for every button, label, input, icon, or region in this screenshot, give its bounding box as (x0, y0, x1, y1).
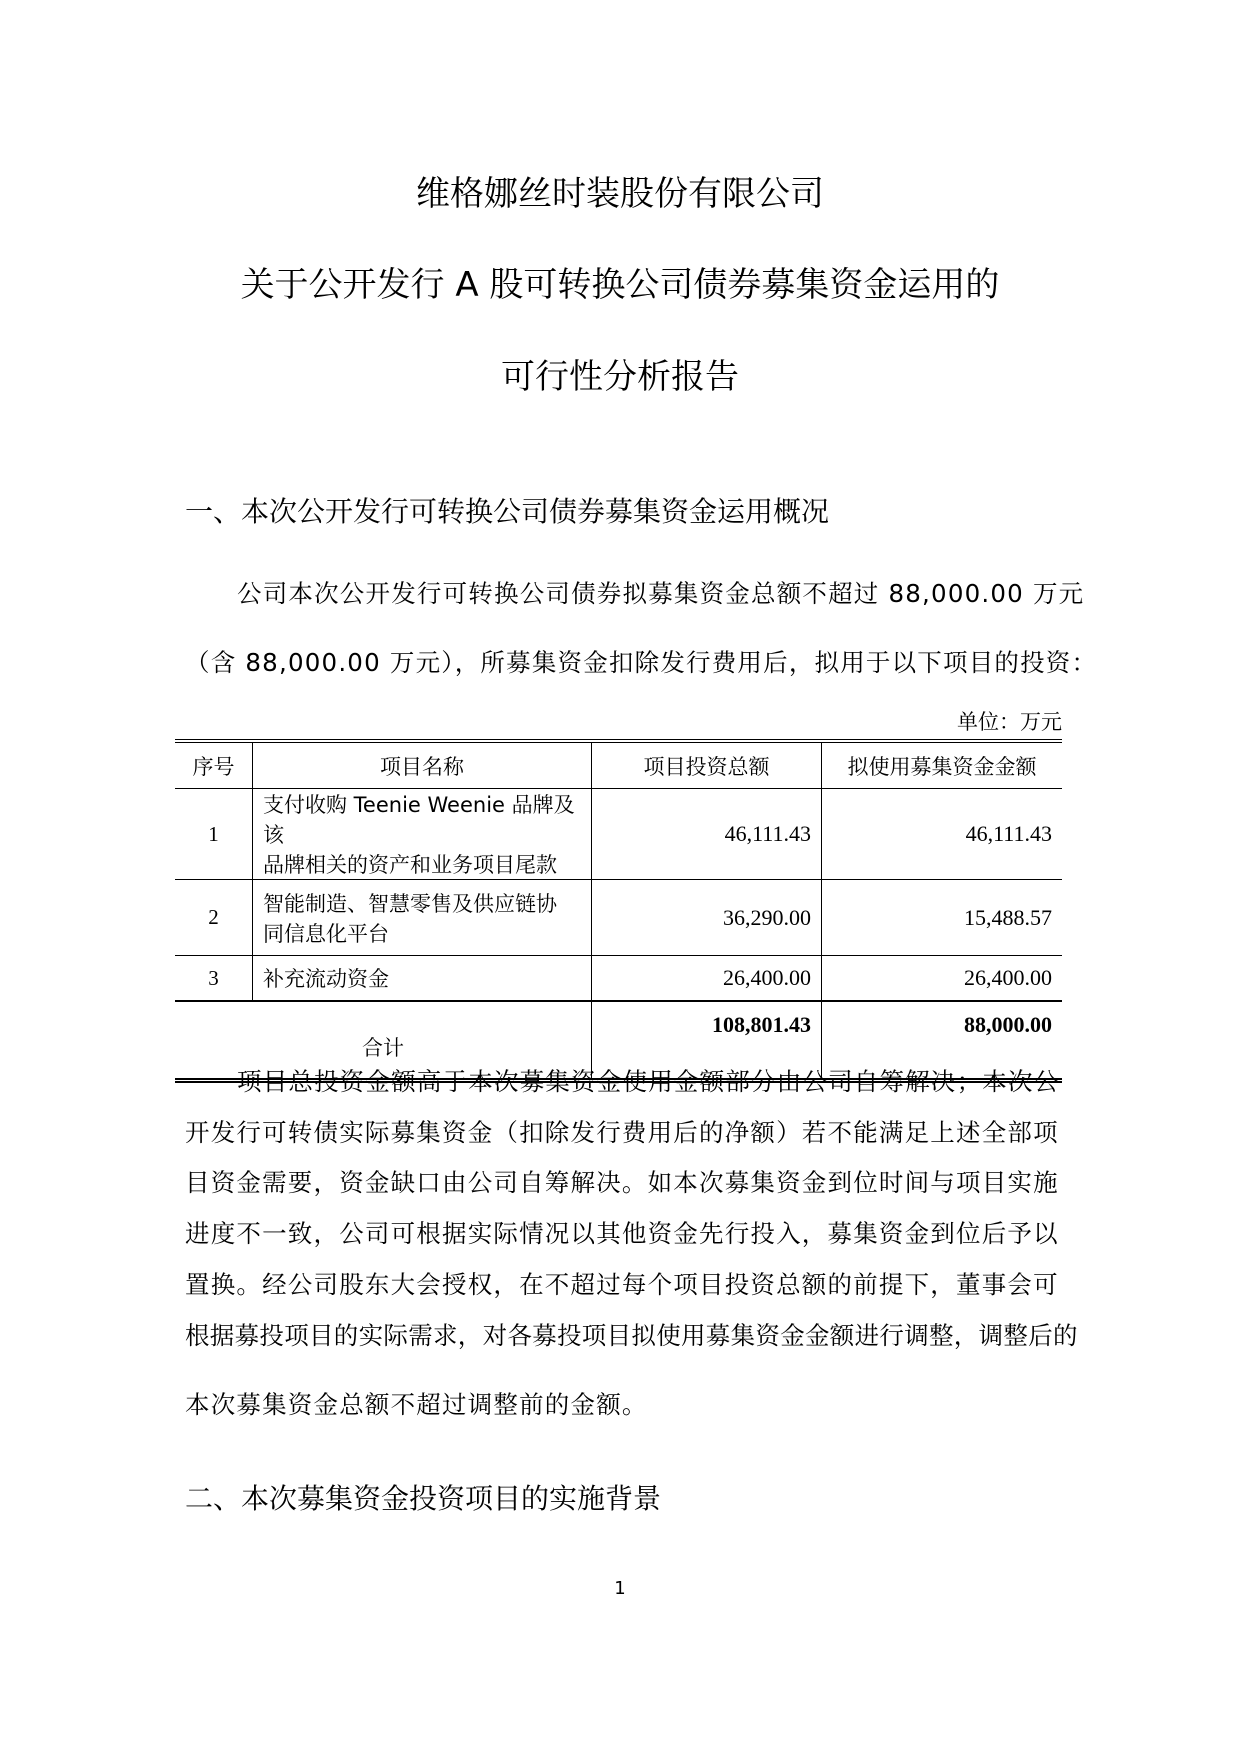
paragraph-line: 本次募集资金总额不超过调整前的金额。 (185, 1390, 648, 1419)
paragraph-line: （含 88,000.00 万元），所募集资金扣除发行费用后，拟用于以下项目的投资： (185, 648, 1098, 677)
cell-name-line: 支付收购 Teenie Weenie 品牌及该 (263, 793, 575, 847)
cell-total: 46,111.43 (592, 789, 822, 880)
page-number: 1 (614, 1578, 626, 1599)
cell-raised: 46,111.43 (822, 789, 1063, 880)
cell-total: 36,290.00 (592, 880, 822, 956)
paragraph-line: 置换。经公司股东大会授权，在不超过每个项目投资总额的前提下，董事会可 (185, 1270, 1059, 1299)
cell-no: 2 (175, 880, 253, 956)
total-label: 合计 (175, 1001, 592, 1081)
table-row (175, 956, 1062, 1002)
cell-no: 1 (175, 789, 253, 880)
title-line-2: 关于公开发行 A 股可转换公司债券募集资金运用的 (240, 265, 1000, 305)
paragraph-line: 目资金需要，资金缺口由公司自筹解决。如本次募集资金到位时间与项目实施 (185, 1168, 1059, 1197)
paragraph-line: 公司本次公开发行可转换公司债券拟募集资金总额不超过 88,000.00 万元 (237, 579, 1085, 608)
title-line-3: 可行性分析报告 (501, 357, 739, 397)
header-no: 序号 (175, 741, 253, 789)
header-name: 项目名称 (253, 741, 592, 789)
total-raised: 88,000.00 (822, 1001, 1063, 1081)
total-total: 108,801.43 (592, 1001, 822, 1081)
cell-name (253, 789, 592, 880)
projects-table (175, 739, 1062, 1083)
cell-name-line: 品牌相关的资产和业务项目尾款 (263, 853, 557, 877)
section-1-heading: 一、本次公开发行可转换公司债券募集资金运用概况 (185, 495, 830, 528)
header-total: 项目投资总额 (592, 741, 822, 789)
section-2-heading: 二、本次募集资金投资项目的实施背景 (185, 1482, 662, 1515)
cell-name (253, 880, 592, 956)
title-line-1: 维格娜丝时装股份有限公司 (416, 174, 824, 214)
cell-raised: 26,400.00 (822, 956, 1063, 1002)
header-raised: 拟使用募集资金金额 (822, 741, 1063, 789)
unit-label: 单位：万元 (957, 710, 1062, 734)
table-row (175, 789, 1062, 880)
cell-name-line: 智能制造、智慧零售及供应链协 (263, 891, 557, 916)
paragraph-line: 项目总投资金额高于本次募集资金使用金额部分由公司自筹解决；本次公 (237, 1067, 1060, 1096)
paragraph-line: 根据募投项目的实际需求，对各募投项目拟使用募集资金金额进行调整，调整后的 (185, 1321, 1078, 1350)
cell-no: 3 (175, 956, 253, 1002)
cell-raised: 15,488.57 (822, 880, 1063, 956)
table-row (175, 880, 1062, 956)
paragraph-line: 进度不一致，公司可根据实际情况以其他资金先行投入，募集资金到位后予以 (185, 1219, 1059, 1248)
cell-total: 26,400.00 (592, 956, 822, 1002)
cell-name-line: 同信息化平台 (263, 921, 389, 946)
cell-name: 补充流动资金 (253, 956, 592, 1002)
paragraph-line: 开发行可转债实际募集资金（扣除发行费用后的净额）若不能满足上述全部项 (185, 1118, 1059, 1147)
table-header-row (175, 741, 1062, 789)
